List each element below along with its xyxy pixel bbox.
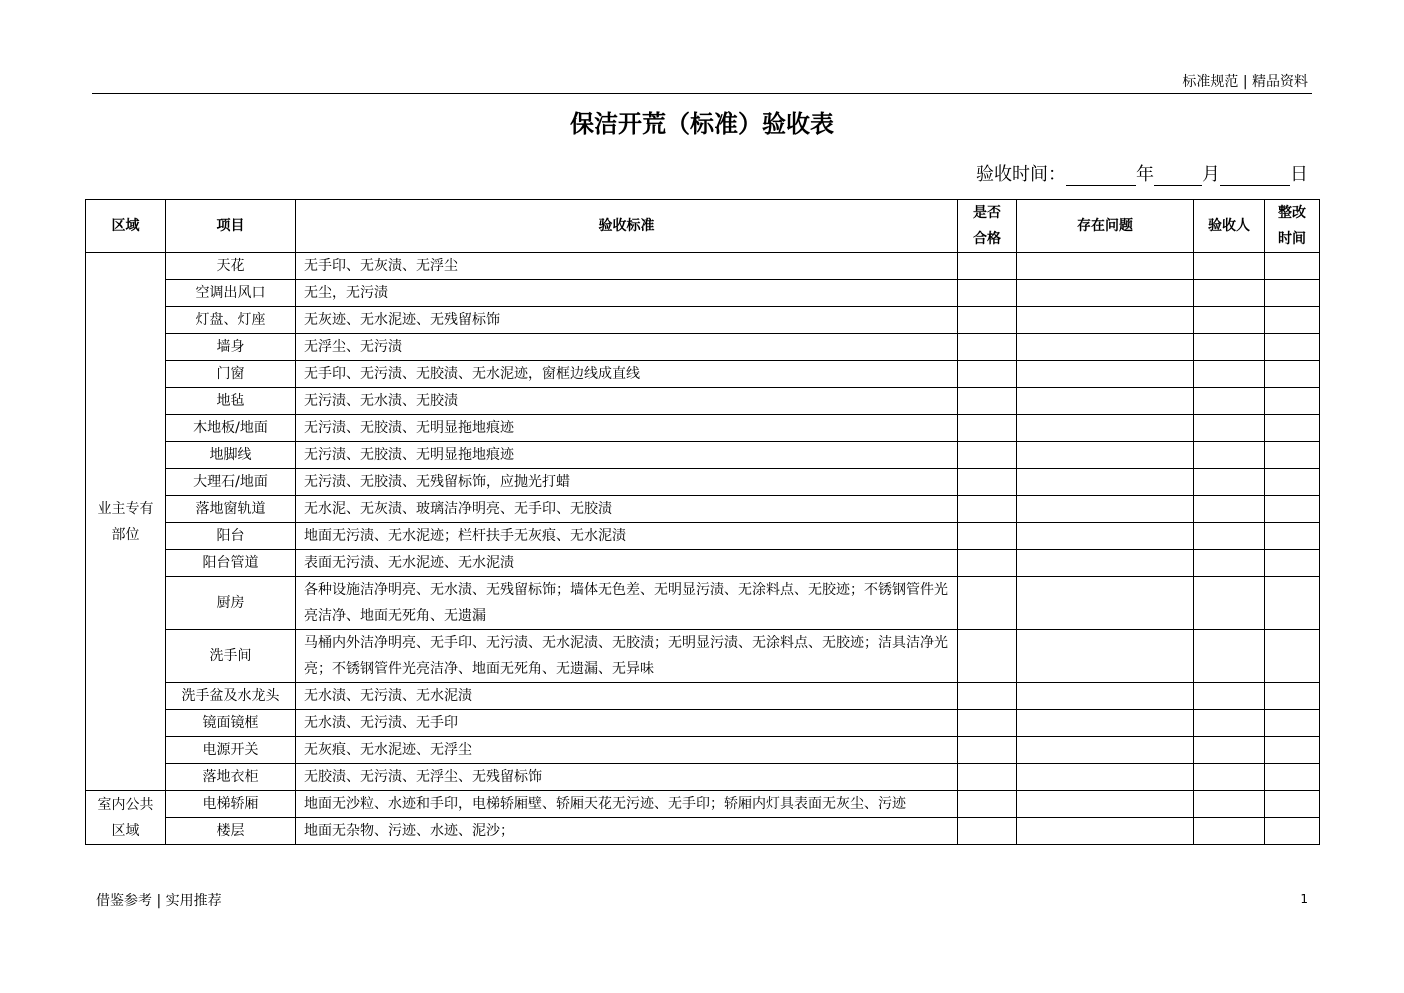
fix-time-cell[interactable]	[1265, 791, 1320, 818]
fix-time-cell[interactable]	[1265, 469, 1320, 496]
inspector-cell[interactable]	[1194, 469, 1265, 496]
year-blank	[1066, 165, 1136, 186]
inspection-date-line	[976, 160, 1308, 186]
table-row	[86, 523, 1320, 550]
item-cell: 空调出风口	[166, 280, 296, 307]
pass-cell[interactable]	[958, 280, 1017, 307]
area-line1: 室内公共	[97, 796, 154, 813]
header-right-text: 标准规范 | 精品资料	[1182, 74, 1308, 90]
pass-cell[interactable]	[958, 334, 1017, 361]
pass-cell[interactable]	[958, 307, 1017, 334]
fix-time-cell[interactable]	[1265, 280, 1320, 307]
table-row	[86, 737, 1320, 764]
header-pass-line2: 合格	[973, 231, 1001, 247]
issues-cell[interactable]	[1017, 334, 1194, 361]
table-row	[86, 334, 1320, 361]
issues-cell[interactable]	[1017, 280, 1194, 307]
pass-cell[interactable]	[958, 415, 1017, 442]
fix-time-cell[interactable]	[1265, 577, 1320, 630]
pass-cell[interactable]	[958, 361, 1017, 388]
inspector-cell[interactable]	[1194, 550, 1265, 577]
issues-cell[interactable]	[1017, 791, 1194, 818]
pass-cell[interactable]	[958, 523, 1017, 550]
pass-cell[interactable]	[958, 577, 1017, 630]
table-row	[86, 577, 1320, 630]
issues-cell[interactable]	[1017, 630, 1194, 683]
issues-cell[interactable]	[1017, 550, 1194, 577]
area-cell	[86, 791, 166, 845]
fix-time-cell[interactable]	[1265, 710, 1320, 737]
fix-time-cell[interactable]	[1265, 334, 1320, 361]
pass-cell[interactable]	[958, 737, 1017, 764]
item-cell: 门窗	[166, 361, 296, 388]
fix-time-cell[interactable]	[1265, 388, 1320, 415]
table-row	[86, 307, 1320, 334]
issues-cell[interactable]	[1017, 764, 1194, 791]
standard-cell: 无手印、无灰渍、无浮尘	[296, 253, 958, 280]
inspector-cell[interactable]	[1194, 737, 1265, 764]
table-row	[86, 361, 1320, 388]
table-row	[86, 415, 1320, 442]
fix-time-cell[interactable]	[1265, 307, 1320, 334]
item-cell: 地毡	[166, 388, 296, 415]
header-inspector: 验收人	[1194, 200, 1265, 253]
table-row	[86, 496, 1320, 523]
header-issues: 存在问题	[1017, 200, 1194, 253]
issues-cell[interactable]	[1017, 737, 1194, 764]
issues-cell[interactable]	[1017, 442, 1194, 469]
inspector-cell[interactable]	[1194, 361, 1265, 388]
standard-cell: 各种设施洁净明亮、无水渍、无残留标饰；墙体无色差、无明显污渍、无涂料点、无胶迹；不锈钢管件光亮洁净、地面无死角、无遗漏	[296, 577, 958, 630]
item-cell: 天花	[166, 253, 296, 280]
day-label: 日	[1290, 164, 1308, 185]
table-row	[86, 710, 1320, 737]
issues-cell[interactable]	[1017, 469, 1194, 496]
fix-time-cell[interactable]	[1265, 361, 1320, 388]
header-item: 项目	[166, 200, 296, 253]
fix-time-cell[interactable]	[1265, 415, 1320, 442]
fix-time-cell[interactable]	[1265, 496, 1320, 523]
item-cell: 大理石/地面	[166, 469, 296, 496]
header-standard: 验收标准	[296, 200, 958, 253]
pass-cell[interactable]	[958, 253, 1017, 280]
issues-cell[interactable]	[1017, 523, 1194, 550]
standard-cell: 地面无污渍、无水泥迹；栏杆扶手无灰痕、无水泥渍	[296, 523, 958, 550]
table-row	[86, 683, 1320, 710]
pass-cell[interactable]	[958, 496, 1017, 523]
inspector-cell[interactable]	[1194, 388, 1265, 415]
table-row	[86, 630, 1320, 683]
pass-cell[interactable]	[958, 550, 1017, 577]
standard-cell: 无灰迹、无水泥迹、无残留标饰	[296, 307, 958, 334]
year-label: 年	[1136, 164, 1154, 185]
item-cell: 厨房	[166, 577, 296, 630]
header-fix-line2: 时间	[1278, 231, 1306, 247]
fix-time-cell[interactable]	[1265, 442, 1320, 469]
issues-cell[interactable]	[1017, 496, 1194, 523]
area-line2: 区域	[111, 822, 140, 839]
issues-cell[interactable]	[1017, 361, 1194, 388]
header-divider	[92, 93, 1312, 94]
inspection-table	[85, 199, 1320, 845]
table-row	[86, 764, 1320, 791]
area-line1: 业主专有	[97, 500, 154, 517]
standard-cell: 无手印、无污渍、无胶渍、无水泥迹，窗框边线成直线	[296, 361, 958, 388]
header-pass-line1: 是否	[973, 205, 1001, 221]
fix-time-cell[interactable]	[1265, 683, 1320, 710]
fix-time-cell[interactable]	[1265, 550, 1320, 577]
inspector-cell[interactable]	[1194, 253, 1265, 280]
table-row	[86, 280, 1320, 307]
fix-time-cell[interactable]	[1265, 253, 1320, 280]
inspector-cell[interactable]	[1194, 683, 1265, 710]
item-cell: 落地窗轨道	[166, 496, 296, 523]
pass-cell[interactable]	[958, 442, 1017, 469]
table-row	[86, 550, 1320, 577]
item-cell: 墙身	[166, 334, 296, 361]
inspector-cell[interactable]	[1194, 577, 1265, 630]
area-line2: 部位	[111, 526, 140, 543]
page-title: 保洁开荒（标准）验收表	[570, 109, 834, 138]
pass-cell[interactable]	[958, 818, 1017, 845]
standard-cell: 地面无杂物、污迹、水迹、泥沙；	[296, 818, 958, 845]
fix-time-cell[interactable]	[1265, 523, 1320, 550]
item-cell: 地脚线	[166, 442, 296, 469]
page-number: 1	[1300, 892, 1308, 906]
standard-cell: 表面无污渍、无水泥迹、无水泥渍	[296, 550, 958, 577]
standard-cell: 无灰痕、无水泥迹、无浮尘	[296, 737, 958, 764]
issues-cell[interactable]	[1017, 683, 1194, 710]
item-cell: 电源开关	[166, 737, 296, 764]
item-cell: 洗手盆及水龙头	[166, 683, 296, 710]
standard-cell: 地面无沙粒、水迹和手印，电梯轿厢壁、轿厢天花无污迹、无手印；轿厢内灯具表面无灰尘、污迹	[296, 791, 958, 818]
issues-cell[interactable]	[1017, 577, 1194, 630]
item-cell: 阳台管道	[166, 550, 296, 577]
issues-cell[interactable]	[1017, 710, 1194, 737]
header-fix-line1: 整改	[1278, 205, 1306, 221]
issues-cell[interactable]	[1017, 307, 1194, 334]
header-area: 区域	[86, 200, 166, 253]
standard-cell: 无浮尘、无污渍	[296, 334, 958, 361]
inspector-cell[interactable]	[1194, 710, 1265, 737]
standard-cell: 马桶内外洁净明亮、无手印、无污渍、无水泥渍、无胶渍；无明显污渍、无涂料点、无胶迹；洁具洁净光亮；不锈钢管件光亮洁净、地面无死角、无遗漏、无异味	[296, 630, 958, 683]
pass-cell[interactable]	[958, 388, 1017, 415]
issues-cell[interactable]	[1017, 415, 1194, 442]
table-row	[86, 442, 1320, 469]
inspector-cell[interactable]	[1194, 442, 1265, 469]
standard-cell: 无水渍、无污渍、无手印	[296, 710, 958, 737]
table-row	[86, 818, 1320, 845]
item-cell: 电梯轿厢	[166, 791, 296, 818]
inspector-cell[interactable]	[1194, 334, 1265, 361]
table-header-row	[86, 200, 1320, 253]
inspector-cell[interactable]	[1194, 791, 1265, 818]
header-pass	[958, 200, 1017, 253]
standard-cell: 无胶渍、无污渍、无浮尘、无残留标饰	[296, 764, 958, 791]
header-fix-time	[1265, 200, 1320, 253]
item-cell: 楼层	[166, 818, 296, 845]
month-blank	[1154, 165, 1202, 186]
issues-cell[interactable]	[1017, 253, 1194, 280]
item-cell: 阳台	[166, 523, 296, 550]
date-label: 验收时间：	[976, 164, 1066, 185]
table-row	[86, 791, 1320, 818]
fix-time-cell[interactable]	[1265, 737, 1320, 764]
month-label: 月	[1202, 164, 1220, 185]
pass-cell[interactable]	[958, 683, 1017, 710]
standard-cell: 无水泥、无灰渍、玻璃洁净明亮、无手印、无胶渍	[296, 496, 958, 523]
area-cell	[86, 253, 166, 791]
inspector-cell[interactable]	[1194, 818, 1265, 845]
item-cell: 木地板/地面	[166, 415, 296, 442]
table-row	[86, 388, 1320, 415]
inspector-cell[interactable]	[1194, 630, 1265, 683]
inspector-cell[interactable]	[1194, 280, 1265, 307]
day-blank	[1220, 165, 1290, 186]
pass-cell[interactable]	[958, 469, 1017, 496]
issues-cell[interactable]	[1017, 818, 1194, 845]
fix-time-cell[interactable]	[1265, 630, 1320, 683]
table-row	[86, 469, 1320, 496]
footer-left-text: 借鉴参考 | 实用推荐	[96, 893, 222, 909]
inspector-cell[interactable]	[1194, 496, 1265, 523]
pass-cell[interactable]	[958, 630, 1017, 683]
issues-cell[interactable]	[1017, 388, 1194, 415]
standard-cell: 无尘，无污渍	[296, 280, 958, 307]
fix-time-cell[interactable]	[1265, 764, 1320, 791]
inspector-cell[interactable]	[1194, 764, 1265, 791]
standard-cell: 无污渍、无水渍、无胶渍	[296, 388, 958, 415]
table-row	[86, 253, 1320, 280]
standard-cell: 无污渍、无胶渍、无明显拖地痕迹	[296, 442, 958, 469]
standard-cell: 无污渍、无胶渍、无残留标饰，应抛光打蜡	[296, 469, 958, 496]
fix-time-cell[interactable]	[1265, 818, 1320, 845]
pass-cell[interactable]	[958, 791, 1017, 818]
pass-cell[interactable]	[958, 710, 1017, 737]
inspector-cell[interactable]	[1194, 523, 1265, 550]
standard-cell: 无污渍、无胶渍、无明显拖地痕迹	[296, 415, 958, 442]
item-cell: 落地衣柜	[166, 764, 296, 791]
pass-cell[interactable]	[958, 764, 1017, 791]
standard-cell: 无水渍、无污渍、无水泥渍	[296, 683, 958, 710]
inspector-cell[interactable]	[1194, 415, 1265, 442]
item-cell: 镜面镜框	[166, 710, 296, 737]
item-cell: 灯盘、灯座	[166, 307, 296, 334]
item-cell: 洗手间	[166, 630, 296, 683]
inspector-cell[interactable]	[1194, 307, 1265, 334]
